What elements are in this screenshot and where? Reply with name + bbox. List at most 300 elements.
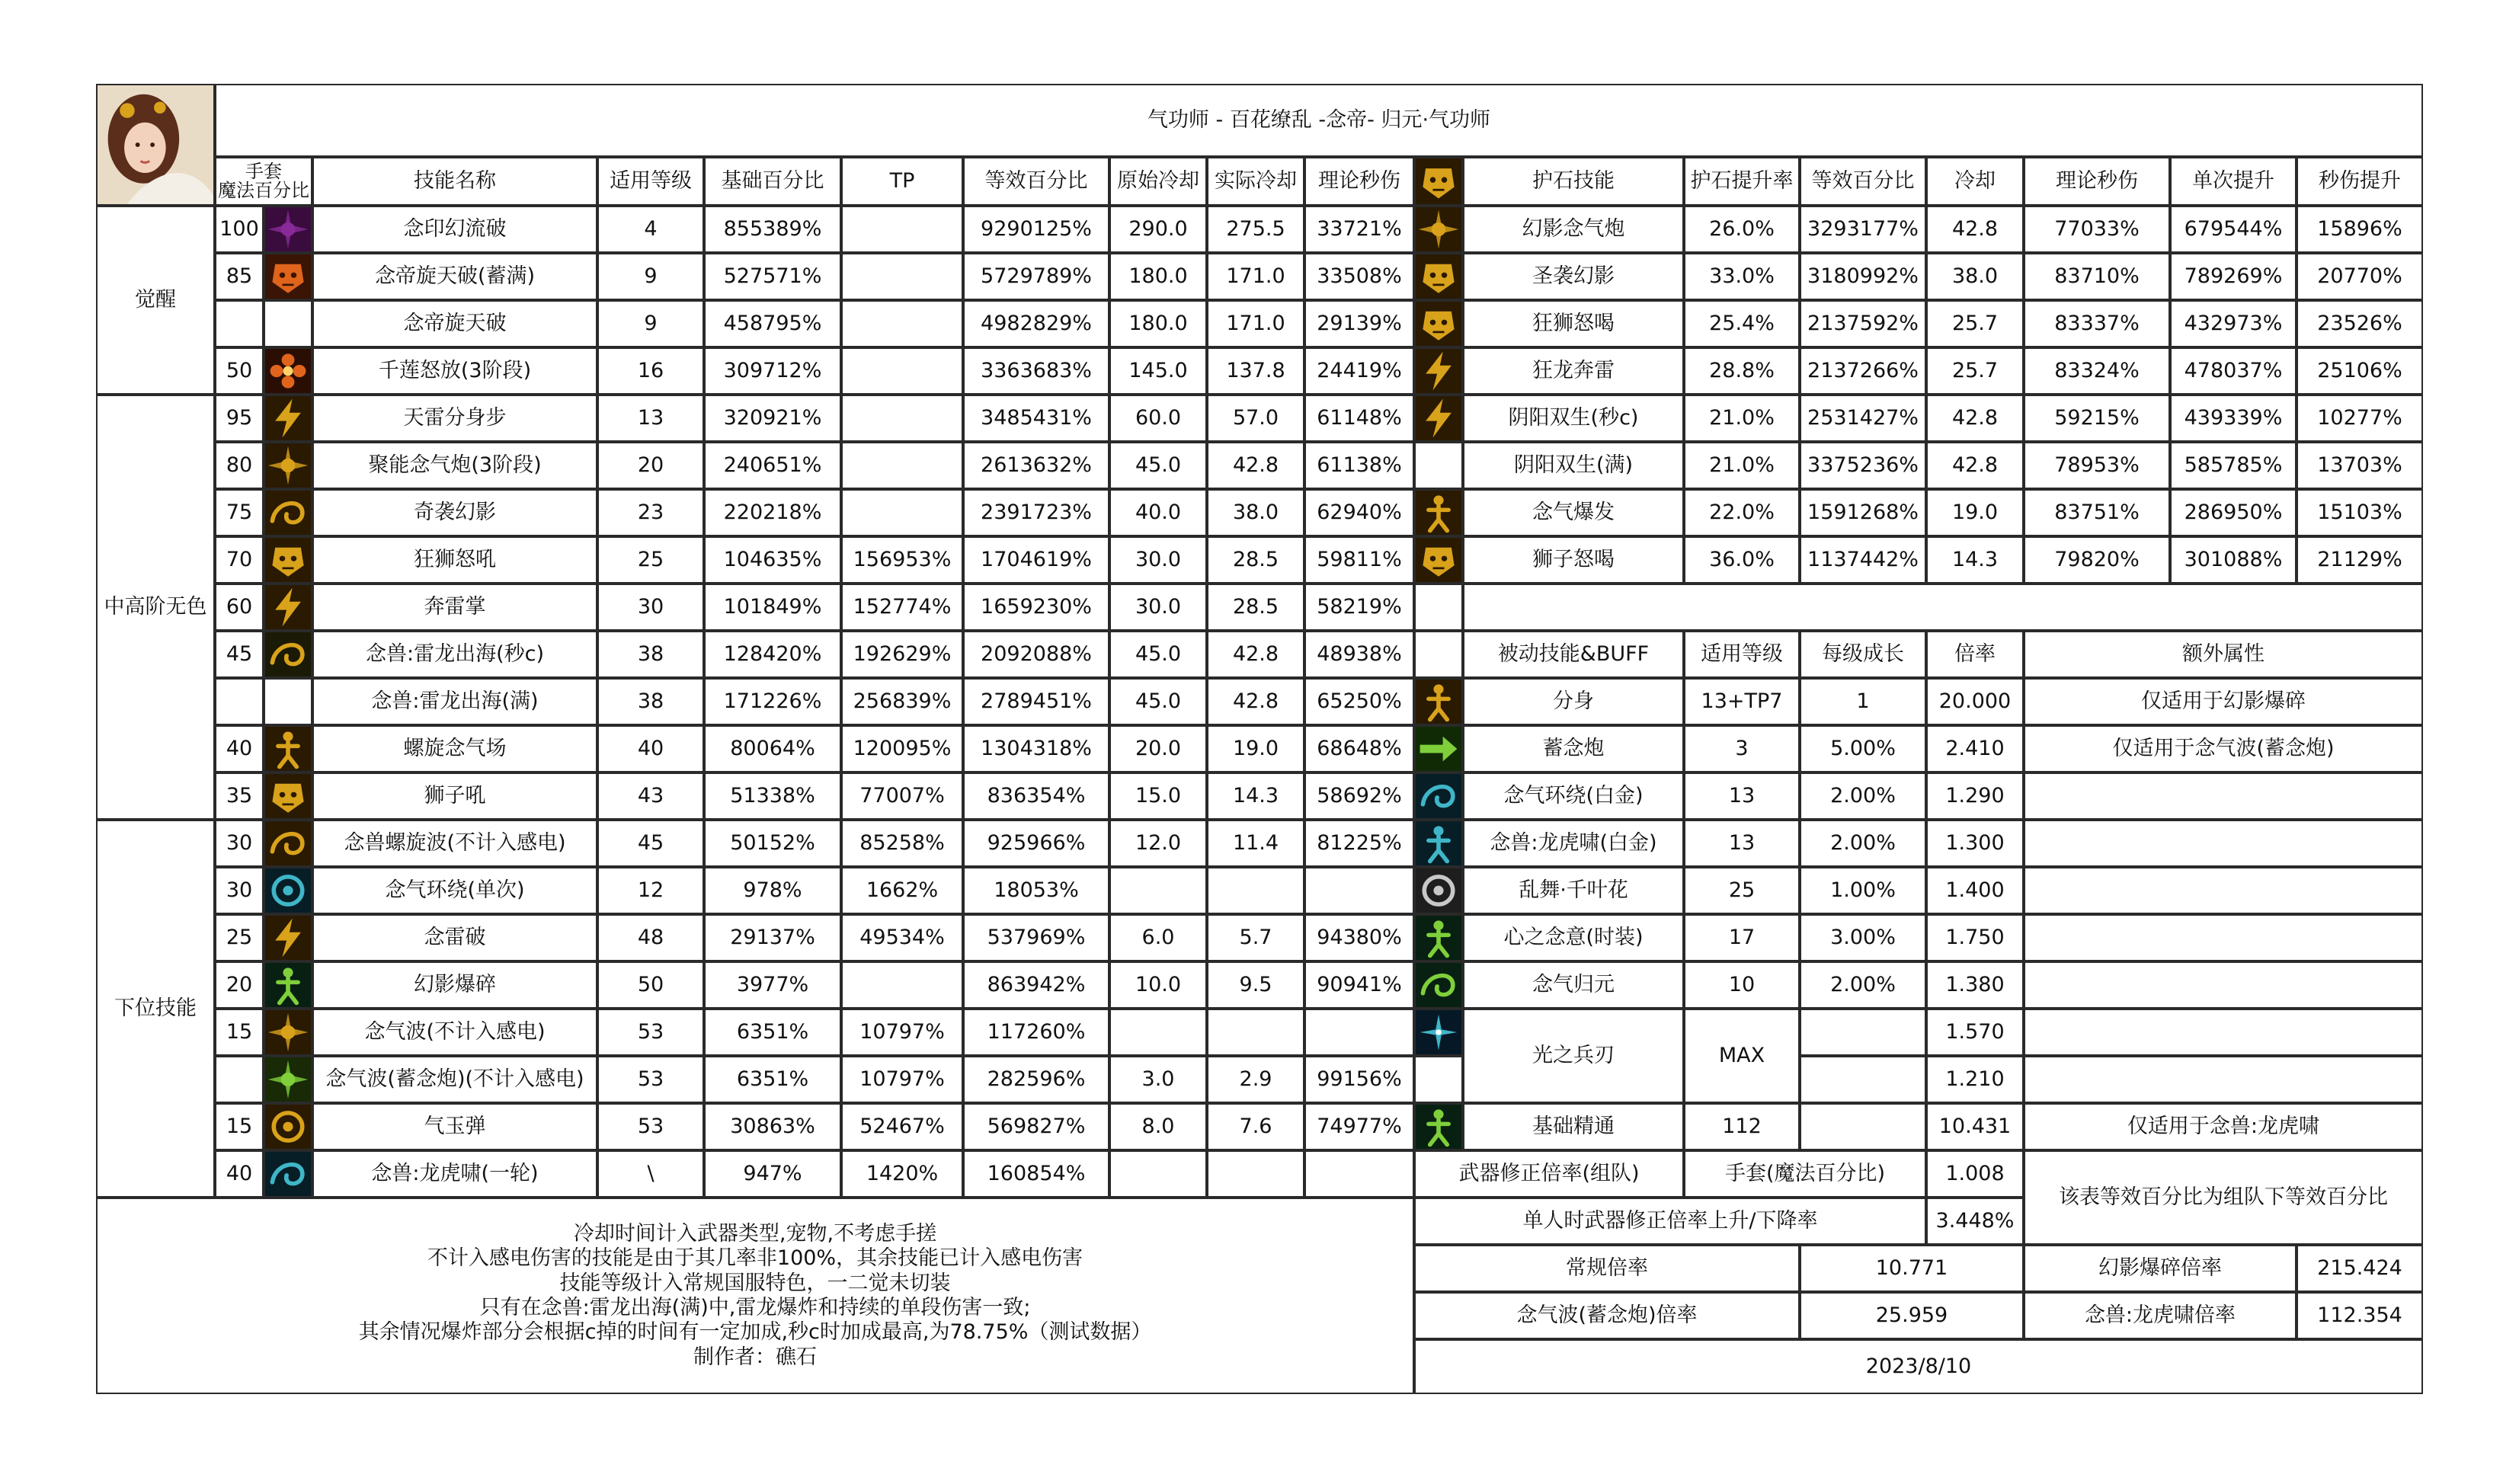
light-blade-extra: [2024, 1009, 2423, 1056]
skill-glove-percent: 50: [215, 347, 264, 395]
talisman-cooldown: 42.8: [1926, 442, 2024, 489]
skill-cooldown-original: 20.0: [1109, 725, 1207, 772]
skill-dps: 94380%: [1304, 914, 1414, 961]
skill-cooldown-real: 275.5: [1207, 206, 1304, 253]
summary-label-2: 幻影爆碎倍率: [2024, 1245, 2297, 1292]
skill-dps: 90941%: [1304, 961, 1414, 1009]
skill-equivalent-percent: 3363683%: [963, 347, 1109, 395]
skill-base-percent: 978%: [704, 867, 841, 914]
skill-tp: 10797%: [841, 1009, 963, 1056]
skill-dps: 48938%: [1304, 631, 1414, 678]
skill-tp: 77007%: [841, 772, 963, 820]
skill-glove-percent: [215, 1056, 264, 1103]
skill-name: 念气波(不计入感电): [312, 1009, 597, 1056]
talisman-equivalent: 1137442%: [1800, 536, 1926, 584]
skill-equivalent-percent: 1659230%: [963, 584, 1109, 631]
skill-name: 念兽:雷龙出海(秒c): [312, 631, 597, 678]
skill-cooldown-real: [1207, 1150, 1304, 1198]
talisman-name: 幻影念气炮: [1463, 206, 1684, 253]
skill-glove-percent: 75: [215, 489, 264, 536]
skill-cooldown-original: 290.0: [1109, 206, 1207, 253]
skill-glove-percent: 45: [215, 631, 264, 678]
skill-tp: 152774%: [841, 584, 963, 631]
header-glove: [215, 157, 312, 206]
skill-cooldown-real: 5.7: [1207, 914, 1304, 961]
passive-growth: 5.00%: [1800, 725, 1926, 772]
skill-dps: 61148%: [1304, 395, 1414, 442]
talisman-single: 679544%: [2170, 206, 2297, 253]
light-blade-growth: [1800, 1009, 1926, 1056]
skill-dps: 24419%: [1304, 347, 1414, 395]
skill-cooldown-real: 14.3: [1207, 772, 1304, 820]
skill-base-percent: 171226%: [704, 678, 841, 725]
talisman-cooldown: 42.8: [1926, 395, 2024, 442]
passive-multiplier: 1.300: [1926, 820, 2024, 867]
skill-base-percent: 309712%: [704, 347, 841, 395]
spacer-row: [1463, 584, 2423, 631]
skill-level: 23: [597, 489, 704, 536]
skill-tp: 1420%: [841, 1150, 963, 1198]
skill-cooldown-real: 28.5: [1207, 584, 1304, 631]
skill-dps: 62940%: [1304, 489, 1414, 536]
skill-cooldown-original: 45.0: [1109, 442, 1207, 489]
skill-base-percent: 101849%: [704, 584, 841, 631]
passive-level: 25: [1684, 867, 1800, 914]
skill-cooldown-original: 45.0: [1109, 678, 1207, 725]
talisman-dps: 77033%: [2024, 206, 2170, 253]
light-blade-level: MAX: [1684, 1009, 1800, 1103]
talisman-cooldown: 25.7: [1926, 300, 2024, 347]
mad-lion-icon: [1414, 300, 1463, 347]
skill-tp: [841, 253, 963, 300]
passive-growth: 1.00%: [1800, 867, 1926, 914]
solo-fix-label: 单人时武器修正倍率上升/下降率: [1414, 1198, 1926, 1245]
skill-cooldown-real: 171.0: [1207, 300, 1304, 347]
skill-name: 气玉弹: [312, 1103, 597, 1150]
skill-level: 4: [597, 206, 704, 253]
talisman-rate: 33.0%: [1684, 253, 1800, 300]
note-line: 只有在念兽:雷龙出海(满)中,雷龙爆炸和持续的单段伤害一致;: [479, 1296, 1031, 1319]
talisman-single: 789269%: [2170, 253, 2297, 300]
mastery-name: 基础精通: [1463, 1103, 1684, 1150]
skill-equivalent-percent: 4982829%: [963, 300, 1109, 347]
light-blade-extra: [2024, 1056, 2423, 1103]
skill-equivalent-percent: 569827%: [963, 1103, 1109, 1150]
passive-name: 念气环绕(白金): [1463, 772, 1684, 820]
skill-tp: [841, 442, 963, 489]
skill-name: 念兽:雷龙出海(满): [312, 678, 597, 725]
lion-howl-icon: [264, 772, 312, 820]
flower-burst-icon: [264, 347, 312, 395]
skill-name: 念兽:龙虎啸(一轮): [312, 1150, 597, 1198]
skill-equivalent-percent: 18053%: [963, 867, 1109, 914]
talisman-equivalent: 3180992%: [1800, 253, 1926, 300]
skill-cooldown-real: 11.4: [1207, 820, 1304, 867]
character-portrait-image: [96, 84, 215, 206]
passive-level: 3: [1684, 725, 1800, 772]
tiger-roar-icon: [264, 1150, 312, 1198]
skill-cooldown-real: [1207, 867, 1304, 914]
skill-glove-percent: 40: [215, 725, 264, 772]
header-cooldown-original: 原始冷却: [1109, 157, 1207, 206]
summary-value-2: 215.424: [2297, 1245, 2423, 1292]
header-skill-name: 技能名称: [312, 157, 597, 206]
spiral-field-icon: [264, 725, 312, 772]
skill-base-percent: 947%: [704, 1150, 841, 1198]
skill-glove-percent: 35: [215, 772, 264, 820]
skill-level: 38: [597, 678, 704, 725]
skill-level: 53: [597, 1056, 704, 1103]
skill-level: 13: [597, 395, 704, 442]
talisman-dps: 83324%: [2024, 347, 2170, 395]
header-glove-line1: 手套: [245, 160, 282, 182]
talisman-single: 286950%: [2170, 489, 2297, 536]
skill-name: 念兽螺旋波(不计入感电): [312, 820, 597, 867]
skill-level: 50: [597, 961, 704, 1009]
note-line: 其余情况爆炸部分会根据c掉的时间有一定加成,秒c时加成最高,为78.75%（测试数据）: [358, 1320, 1152, 1345]
talisman-rate: 21.0%: [1684, 442, 1800, 489]
skill-level: 20: [597, 442, 704, 489]
passive-name: 乱舞·千叶花: [1463, 867, 1684, 914]
solo-fix-value: 3.448%: [1926, 1198, 2024, 1245]
talisman-dps-up: 25106%: [2297, 347, 2423, 395]
skill-glove-percent: 60: [215, 584, 264, 631]
talisman-equivalent: 2531427%: [1800, 395, 1926, 442]
header-talisman-skill: 护石技能: [1463, 157, 1684, 206]
weapon-fix-type: 手套(魔法百分比): [1684, 1150, 1926, 1198]
talisman-name: 念气爆发: [1463, 489, 1684, 536]
skill-glove-percent: 80: [215, 442, 264, 489]
charge-cannon-icon: [1414, 725, 1463, 772]
header-talisman-cooldown: 冷却: [1926, 157, 2024, 206]
skill-name: 聚能念气炮(3阶段): [312, 442, 597, 489]
talisman-rate: 28.8%: [1684, 347, 1800, 395]
talisman-equivalent: 2137266%: [1800, 347, 1926, 395]
yinyang-icon: [1414, 395, 1463, 442]
talisman-rate: 25.4%: [1684, 300, 1800, 347]
talisman-equivalent: 3293177%: [1800, 206, 1926, 253]
header-equivalent-percent: 等效百分比: [963, 157, 1109, 206]
skill-base-percent: 6351%: [704, 1056, 841, 1103]
skill-dps: 59811%: [1304, 536, 1414, 584]
passive-extra: [2024, 820, 2423, 867]
qi-wave-icon: [264, 1009, 312, 1056]
thunder-step-icon: [264, 395, 312, 442]
skill-cooldown-original: 3.0: [1109, 1056, 1207, 1103]
skill-glove-percent: 25: [215, 914, 264, 961]
talisman-single: 301088%: [2170, 536, 2297, 584]
skill-cooldown-original: [1109, 867, 1207, 914]
skill-tp: 49534%: [841, 914, 963, 961]
passive-multiplier: 2.410: [1926, 725, 2024, 772]
light-blade-growth: [1800, 1056, 1926, 1103]
talisman-name: 阴阳双生(满): [1463, 442, 1684, 489]
skill-equivalent-percent: 3485431%: [963, 395, 1109, 442]
skill-base-percent: 80064%: [704, 725, 841, 772]
awaken-orange-icon: [264, 253, 312, 300]
talisman-equivalent: 1591268%: [1800, 489, 1926, 536]
header-level: 适用等级: [597, 157, 704, 206]
skill-cooldown-original: 12.0: [1109, 820, 1207, 867]
header-passive-name: 被动技能&BUFF: [1463, 631, 1684, 678]
mastery-multiplier: 10.431: [1926, 1103, 2024, 1150]
skill-dps: 58219%: [1304, 584, 1414, 631]
skill-tp: [841, 300, 963, 347]
passive-name: 分身: [1463, 678, 1684, 725]
skill-cooldown-original: 145.0: [1109, 347, 1207, 395]
aura-ring-icon: [264, 867, 312, 914]
skill-glove-percent: 100: [215, 206, 264, 253]
mastery-growth: [1800, 1103, 1926, 1150]
talisman-dps: 83337%: [2024, 300, 2170, 347]
skill-base-percent: 458795%: [704, 300, 841, 347]
light-blade-icon: [1414, 1009, 1463, 1056]
lion-roar-icon: [264, 536, 312, 584]
skill-cooldown-real: 57.0: [1207, 395, 1304, 442]
passive-name: 蓄念炮: [1463, 725, 1684, 772]
talisman-name: 圣袭幻影: [1463, 253, 1684, 300]
skill-base-percent: 3977%: [704, 961, 841, 1009]
passive-multiplier: 1.750: [1926, 914, 2024, 961]
passive-extra: 仅适用于念气波(蓄念炮): [2024, 725, 2423, 772]
skill-cooldown-original: 10.0: [1109, 961, 1207, 1009]
skill-equivalent-percent: 2613632%: [963, 442, 1109, 489]
skill-equivalent-percent: 1304318%: [963, 725, 1109, 772]
passive-growth: 3.00%: [1800, 914, 1926, 961]
mastery-extra: 仅适用于念兽:龙虎啸: [2024, 1103, 2423, 1150]
skill-dps: 81225%: [1304, 820, 1414, 867]
skill-name: 念帝旋天破(蓄满): [312, 253, 597, 300]
header-tp: TP: [841, 157, 963, 206]
talisman-equivalent: 2137592%: [1800, 300, 1926, 347]
skill-glove-percent: 15: [215, 1103, 264, 1150]
skill-glove-percent: [215, 678, 264, 725]
summary-value: 10.771: [1800, 1245, 2024, 1292]
tiger-platinum-icon: [1414, 820, 1463, 867]
skill-cooldown-original: 30.0: [1109, 584, 1207, 631]
skill-cooldown-real: 2.9: [1207, 1056, 1304, 1103]
date-stamp: 2023/8/10: [1414, 1339, 2423, 1394]
skill-cooldown-real: 42.8: [1207, 631, 1304, 678]
clone-icon: [1414, 678, 1463, 725]
header-passive-level: 适用等级: [1684, 631, 1800, 678]
skill-cooldown-real: 7.6: [1207, 1103, 1304, 1150]
skill-base-percent: 104635%: [704, 536, 841, 584]
skill-tp: [841, 489, 963, 536]
passive-growth: 1: [1800, 678, 1926, 725]
talisman-equivalent: 3375236%: [1800, 442, 1926, 489]
qi-burst-icon: [1414, 489, 1463, 536]
header-talisman-dps-up: 秒伤提升: [2297, 157, 2423, 206]
skill-equivalent-percent: 2092088%: [963, 631, 1109, 678]
icon-empty-cell: [1414, 584, 1463, 631]
note-line: 不计入感电伤害的技能是由于其几率非100%，其余技能已计入感电伤害: [427, 1246, 1083, 1271]
skill-tp: 1662%: [841, 867, 963, 914]
light-blade-name: 光之兵刃: [1463, 1009, 1684, 1103]
skill-equivalent-percent: 2391723%: [963, 489, 1109, 536]
skill-level: 43: [597, 772, 704, 820]
weapon-fix-multiplier: 1.008: [1926, 1150, 2024, 1198]
skill-cooldown-original: 40.0: [1109, 489, 1207, 536]
passive-header-icon-spacer: [1414, 631, 1463, 678]
skill-tp: [841, 961, 963, 1009]
passive-name: 念气归元: [1463, 961, 1684, 1009]
talisman-cooldown: 14.3: [1926, 536, 2024, 584]
passive-extra: [2024, 867, 2423, 914]
team-note: 该表等效百分比为组队下等效百分比: [2024, 1150, 2423, 1245]
passive-level: 17: [1684, 914, 1800, 961]
skill-cooldown-real: 38.0: [1207, 489, 1304, 536]
skill-level: 45: [597, 820, 704, 867]
skill-cooldown-real: 28.5: [1207, 536, 1304, 584]
skill-dps: 61138%: [1304, 442, 1414, 489]
talisman-dps-up: 20770%: [2297, 253, 2423, 300]
skill-cooldown-original: 180.0: [1109, 253, 1207, 300]
icon-empty-cell: [264, 300, 312, 347]
skill-glove-percent: 30: [215, 867, 264, 914]
spiral-wave-icon: [264, 820, 312, 867]
header-cooldown-real: 实际冷却: [1207, 157, 1304, 206]
passive-extra: [2024, 914, 2423, 961]
header-talisman-single: 单次提升: [2170, 157, 2297, 206]
talisman-cooldown: 38.0: [1926, 253, 2024, 300]
header-talisman-rate: 护石提升率: [1684, 157, 1800, 206]
skill-cooldown-real: 171.0: [1207, 253, 1304, 300]
skill-base-percent: 50152%: [704, 820, 841, 867]
sheet-title: 气功师 - 百花缭乱 -念帝- 归元·气功师: [215, 84, 2423, 157]
icon-empty-cell: [1414, 1056, 1463, 1103]
skill-equivalent-percent: 160854%: [963, 1150, 1109, 1198]
skill-dps: 29139%: [1304, 300, 1414, 347]
skill-name: 念气环绕(单次): [312, 867, 597, 914]
cannon-icon: [264, 442, 312, 489]
skill-tp: 120095%: [841, 725, 963, 772]
dance-flower-icon: [1414, 867, 1463, 914]
skill-glove-percent: 85: [215, 253, 264, 300]
skill-equivalent-percent: 863942%: [963, 961, 1109, 1009]
skill-level: 16: [597, 347, 704, 395]
qi-orb-icon: [264, 1103, 312, 1150]
skill-cooldown-real: 19.0: [1207, 725, 1304, 772]
passive-level: 13: [1684, 820, 1800, 867]
skill-dps: 68648%: [1304, 725, 1414, 772]
skill-tp: 10797%: [841, 1056, 963, 1103]
passive-extra: [2024, 961, 2423, 1009]
qi-wave-charged-icon: [264, 1056, 312, 1103]
talisman-dps-up: 10277%: [2297, 395, 2423, 442]
skill-glove-percent: 20: [215, 961, 264, 1009]
skill-name: 千莲怒放(3阶段): [312, 347, 597, 395]
skill-level: 9: [597, 253, 704, 300]
skill-level: 53: [597, 1103, 704, 1150]
skill-glove-percent: 40: [215, 1150, 264, 1198]
talisman-dps: 79820%: [2024, 536, 2170, 584]
header-talisman-equivalent: 等效百分比: [1800, 157, 1926, 206]
skill-cooldown-original: 60.0: [1109, 395, 1207, 442]
skill-level: \: [597, 1150, 704, 1198]
skill-equivalent-percent: 5729789%: [963, 253, 1109, 300]
skill-tp: 192629%: [841, 631, 963, 678]
talisman-cooldown: 19.0: [1926, 489, 2024, 536]
header-passive-growth: 每级成长: [1800, 631, 1926, 678]
skill-base-percent: 220218%: [704, 489, 841, 536]
skill-cooldown-original: 6.0: [1109, 914, 1207, 961]
passive-growth: 2.00%: [1800, 961, 1926, 1009]
skill-base-percent: 30863%: [704, 1103, 841, 1150]
skill-base-percent: 6351%: [704, 1009, 841, 1056]
skill-name: 奇袭幻影: [312, 489, 597, 536]
summary-value: 25.959: [1800, 1292, 2024, 1339]
skill-name: 天雷分身步: [312, 395, 597, 442]
mad-dragon-icon: [1414, 347, 1463, 395]
icon-empty-cell: [264, 678, 312, 725]
passive-multiplier: 20.000: [1926, 678, 2024, 725]
skill-name: 幻影爆碎: [312, 961, 597, 1009]
skill-tp: 256839%: [841, 678, 963, 725]
talisman-name: 阴阳双生(秒c): [1463, 395, 1684, 442]
skill-level: 30: [597, 584, 704, 631]
talisman-single: 439339%: [2170, 395, 2297, 442]
skill-level: 25: [597, 536, 704, 584]
header-glove-line2: 魔法百分比: [218, 180, 309, 201]
skill-glove-percent: 95: [215, 395, 264, 442]
group-label: 觉醒: [96, 206, 215, 395]
mastery-level: 112: [1684, 1103, 1800, 1150]
header-base-percent: 基础百分比: [704, 157, 841, 206]
skill-base-percent: 240651%: [704, 442, 841, 489]
talisman-dps-up: 15896%: [2297, 206, 2423, 253]
skill-equivalent-percent: 925966%: [963, 820, 1109, 867]
icon-empty-cell: [1414, 442, 1463, 489]
passive-multiplier: 1.380: [1926, 961, 2024, 1009]
skill-cooldown-real: 137.8: [1207, 347, 1304, 395]
skill-name: 狮子吼: [312, 772, 597, 820]
skill-equivalent-percent: 1704619%: [963, 536, 1109, 584]
talisman-rate: 26.0%: [1684, 206, 1800, 253]
header-passive-multiplier: 倍率: [1926, 631, 2024, 678]
passive-multiplier: 1.400: [1926, 867, 2024, 914]
talisman-dps-up: 23526%: [2297, 300, 2423, 347]
skill-equivalent-percent: 2789451%: [963, 678, 1109, 725]
lion-shout-icon: [1414, 536, 1463, 584]
talisman-single: 585785%: [2170, 442, 2297, 489]
skill-name: 螺旋念气场: [312, 725, 597, 772]
skill-base-percent: 527571%: [704, 253, 841, 300]
holy-phantom-icon: [1414, 157, 1463, 206]
talisman-dps-up: 13703%: [2297, 442, 2423, 489]
talisman-dps: 83710%: [2024, 253, 2170, 300]
talisman-rate: 36.0%: [1684, 536, 1800, 584]
skill-dps: 33721%: [1304, 206, 1414, 253]
skill-glove-percent: 30: [215, 820, 264, 867]
notes-block: [96, 1198, 1414, 1394]
light-blade-multiplier-charged: 1.210: [1926, 1056, 2024, 1103]
skill-glove-percent: [215, 300, 264, 347]
passive-growth: 2.00%: [1800, 820, 1926, 867]
weapon-fix-label: 武器修正倍率(组队): [1414, 1150, 1684, 1198]
talisman-single: 478037%: [2170, 347, 2297, 395]
skill-tp: [841, 395, 963, 442]
talisman-cooldown: 42.8: [1926, 206, 2024, 253]
aura-platinum-icon: [1414, 772, 1463, 820]
skill-cooldown-real: [1207, 1009, 1304, 1056]
skill-base-percent: 320921%: [704, 395, 841, 442]
passive-level: 13+TP7: [1684, 678, 1800, 725]
passive-growth: 2.00%: [1800, 772, 1926, 820]
skill-cooldown-original: 45.0: [1109, 631, 1207, 678]
skill-dps: 65250%: [1304, 678, 1414, 725]
skill-base-percent: 29137%: [704, 914, 841, 961]
